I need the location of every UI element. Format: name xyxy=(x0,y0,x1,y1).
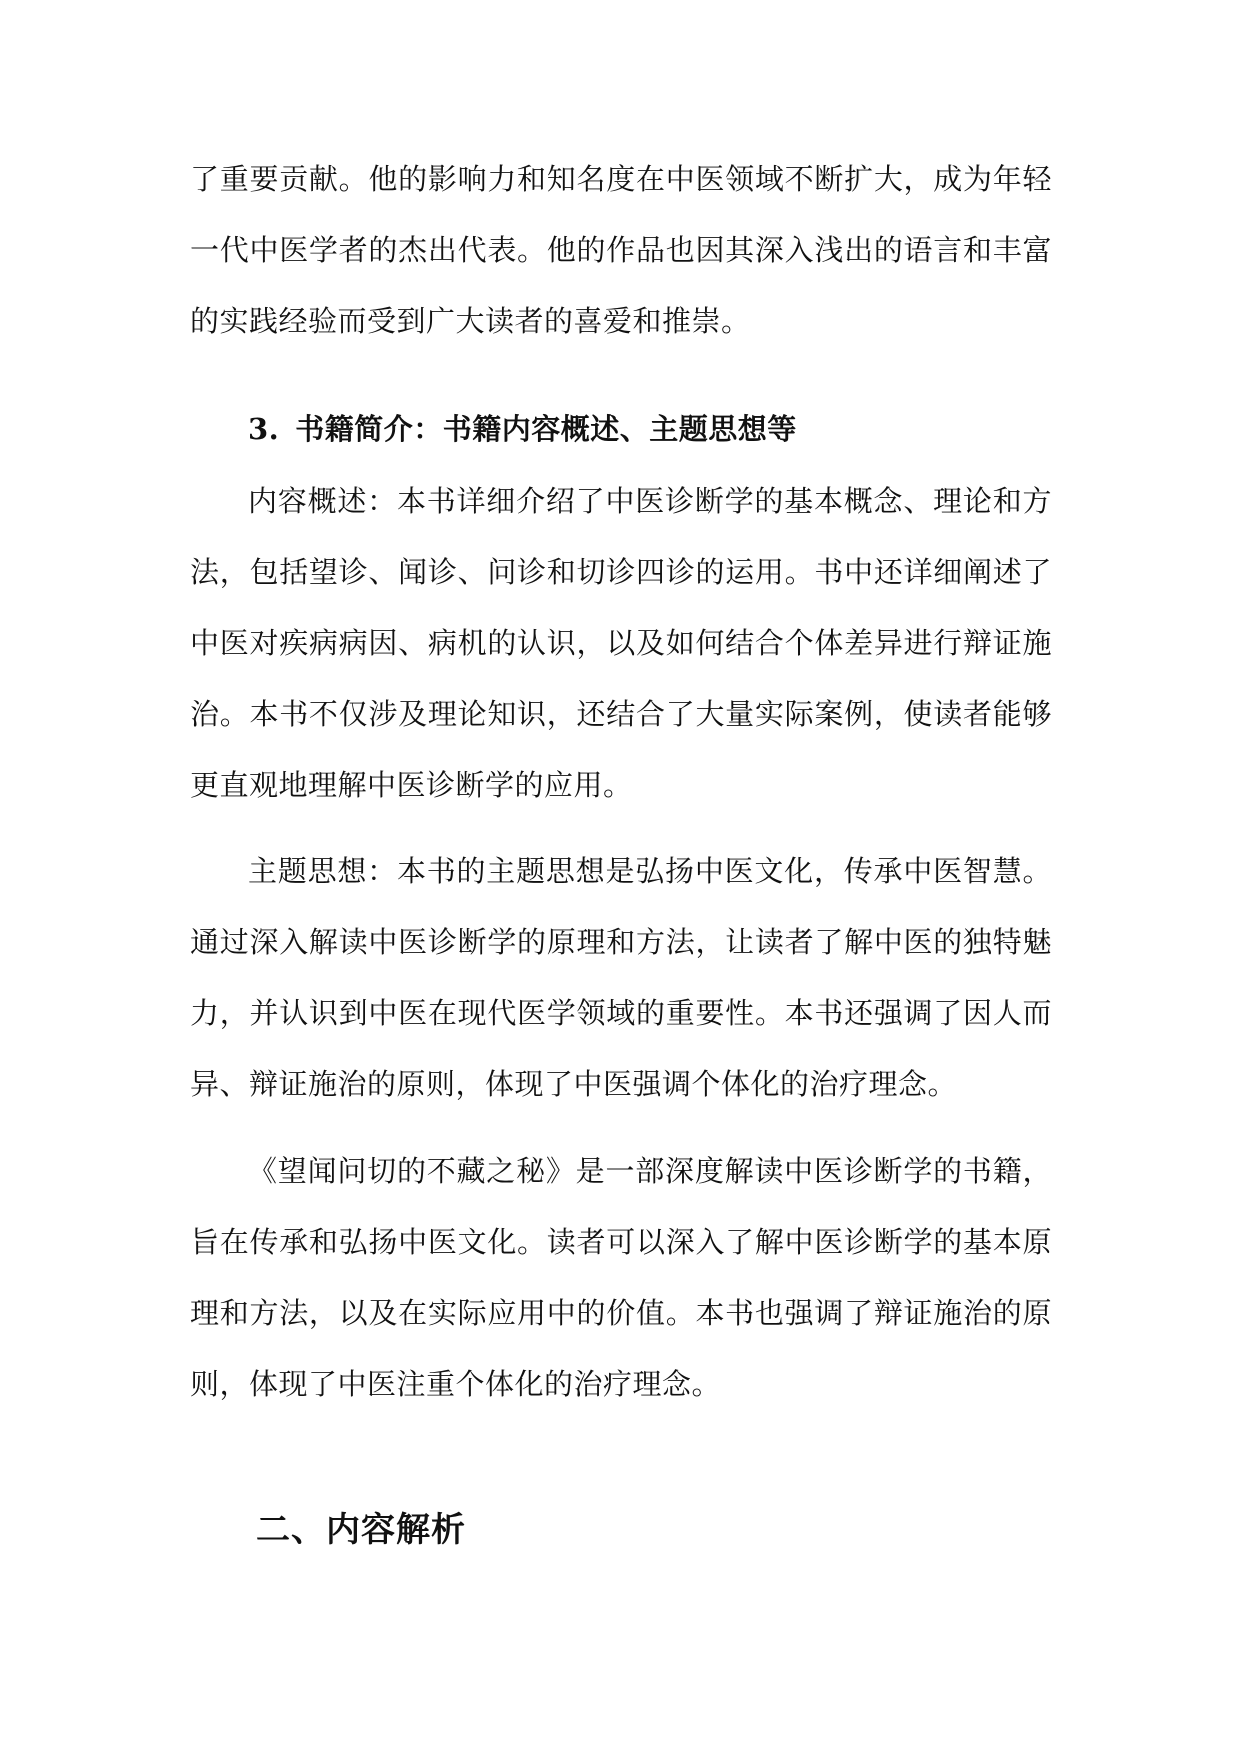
section-heading xyxy=(248,404,797,454)
section-title: 书籍简介：书籍内容概述、主题思想等 xyxy=(295,412,797,446)
content-overview-paragraph: 内容概述：本书详细介绍了中医诊断学的基本概念、理论和方法，包括望诊、闻诊、问诊和切诊四诊的运用。书中还详细阐述了中医对疾病病因、病机的认识，以及如何结合个体差异进行辩证施治。本书不仅涉及理论知识，还结合了大量实际案例，使读者能够更直观地理解中医诊断学的应用。 xyxy=(190,484,1052,802)
intro-paragraph: 了重要贡献。他的影响力和知名度在中医领域不断扩大，成为年轻一代中医学者的杰出代表。他的作品也因其深入浅出的语言和丰富的实践经验而受到广大读者的喜爱和推崇。 xyxy=(190,162,1052,338)
theme-paragraph: 主题思想：本书的主题思想是弘扬中医文化，传承中医智慧。通过深入解读中医诊断学的原理和方法，让读者了解中医的独特魅力，并认识到中医在现代医学领域的重要性。本书还强调了因人而异、辩证施治的原则，体现了中医强调个体化的治疗理念。 xyxy=(190,854,1052,1101)
chapter-heading: 二、内容解析 xyxy=(256,1510,466,1550)
section-number: 3. xyxy=(248,412,280,446)
summary-paragraph: 《望闻问切的不藏之秘》是一部深度解读中医诊断学的书籍，旨在传承和弘扬中医文化。读者可以深入了解中医诊断学的基本原理和方法，以及在实际应用中的价值。本书也强调了辩证施治的原则，体现了中医注重个体化的治疗理念。 xyxy=(190,1154,1052,1401)
